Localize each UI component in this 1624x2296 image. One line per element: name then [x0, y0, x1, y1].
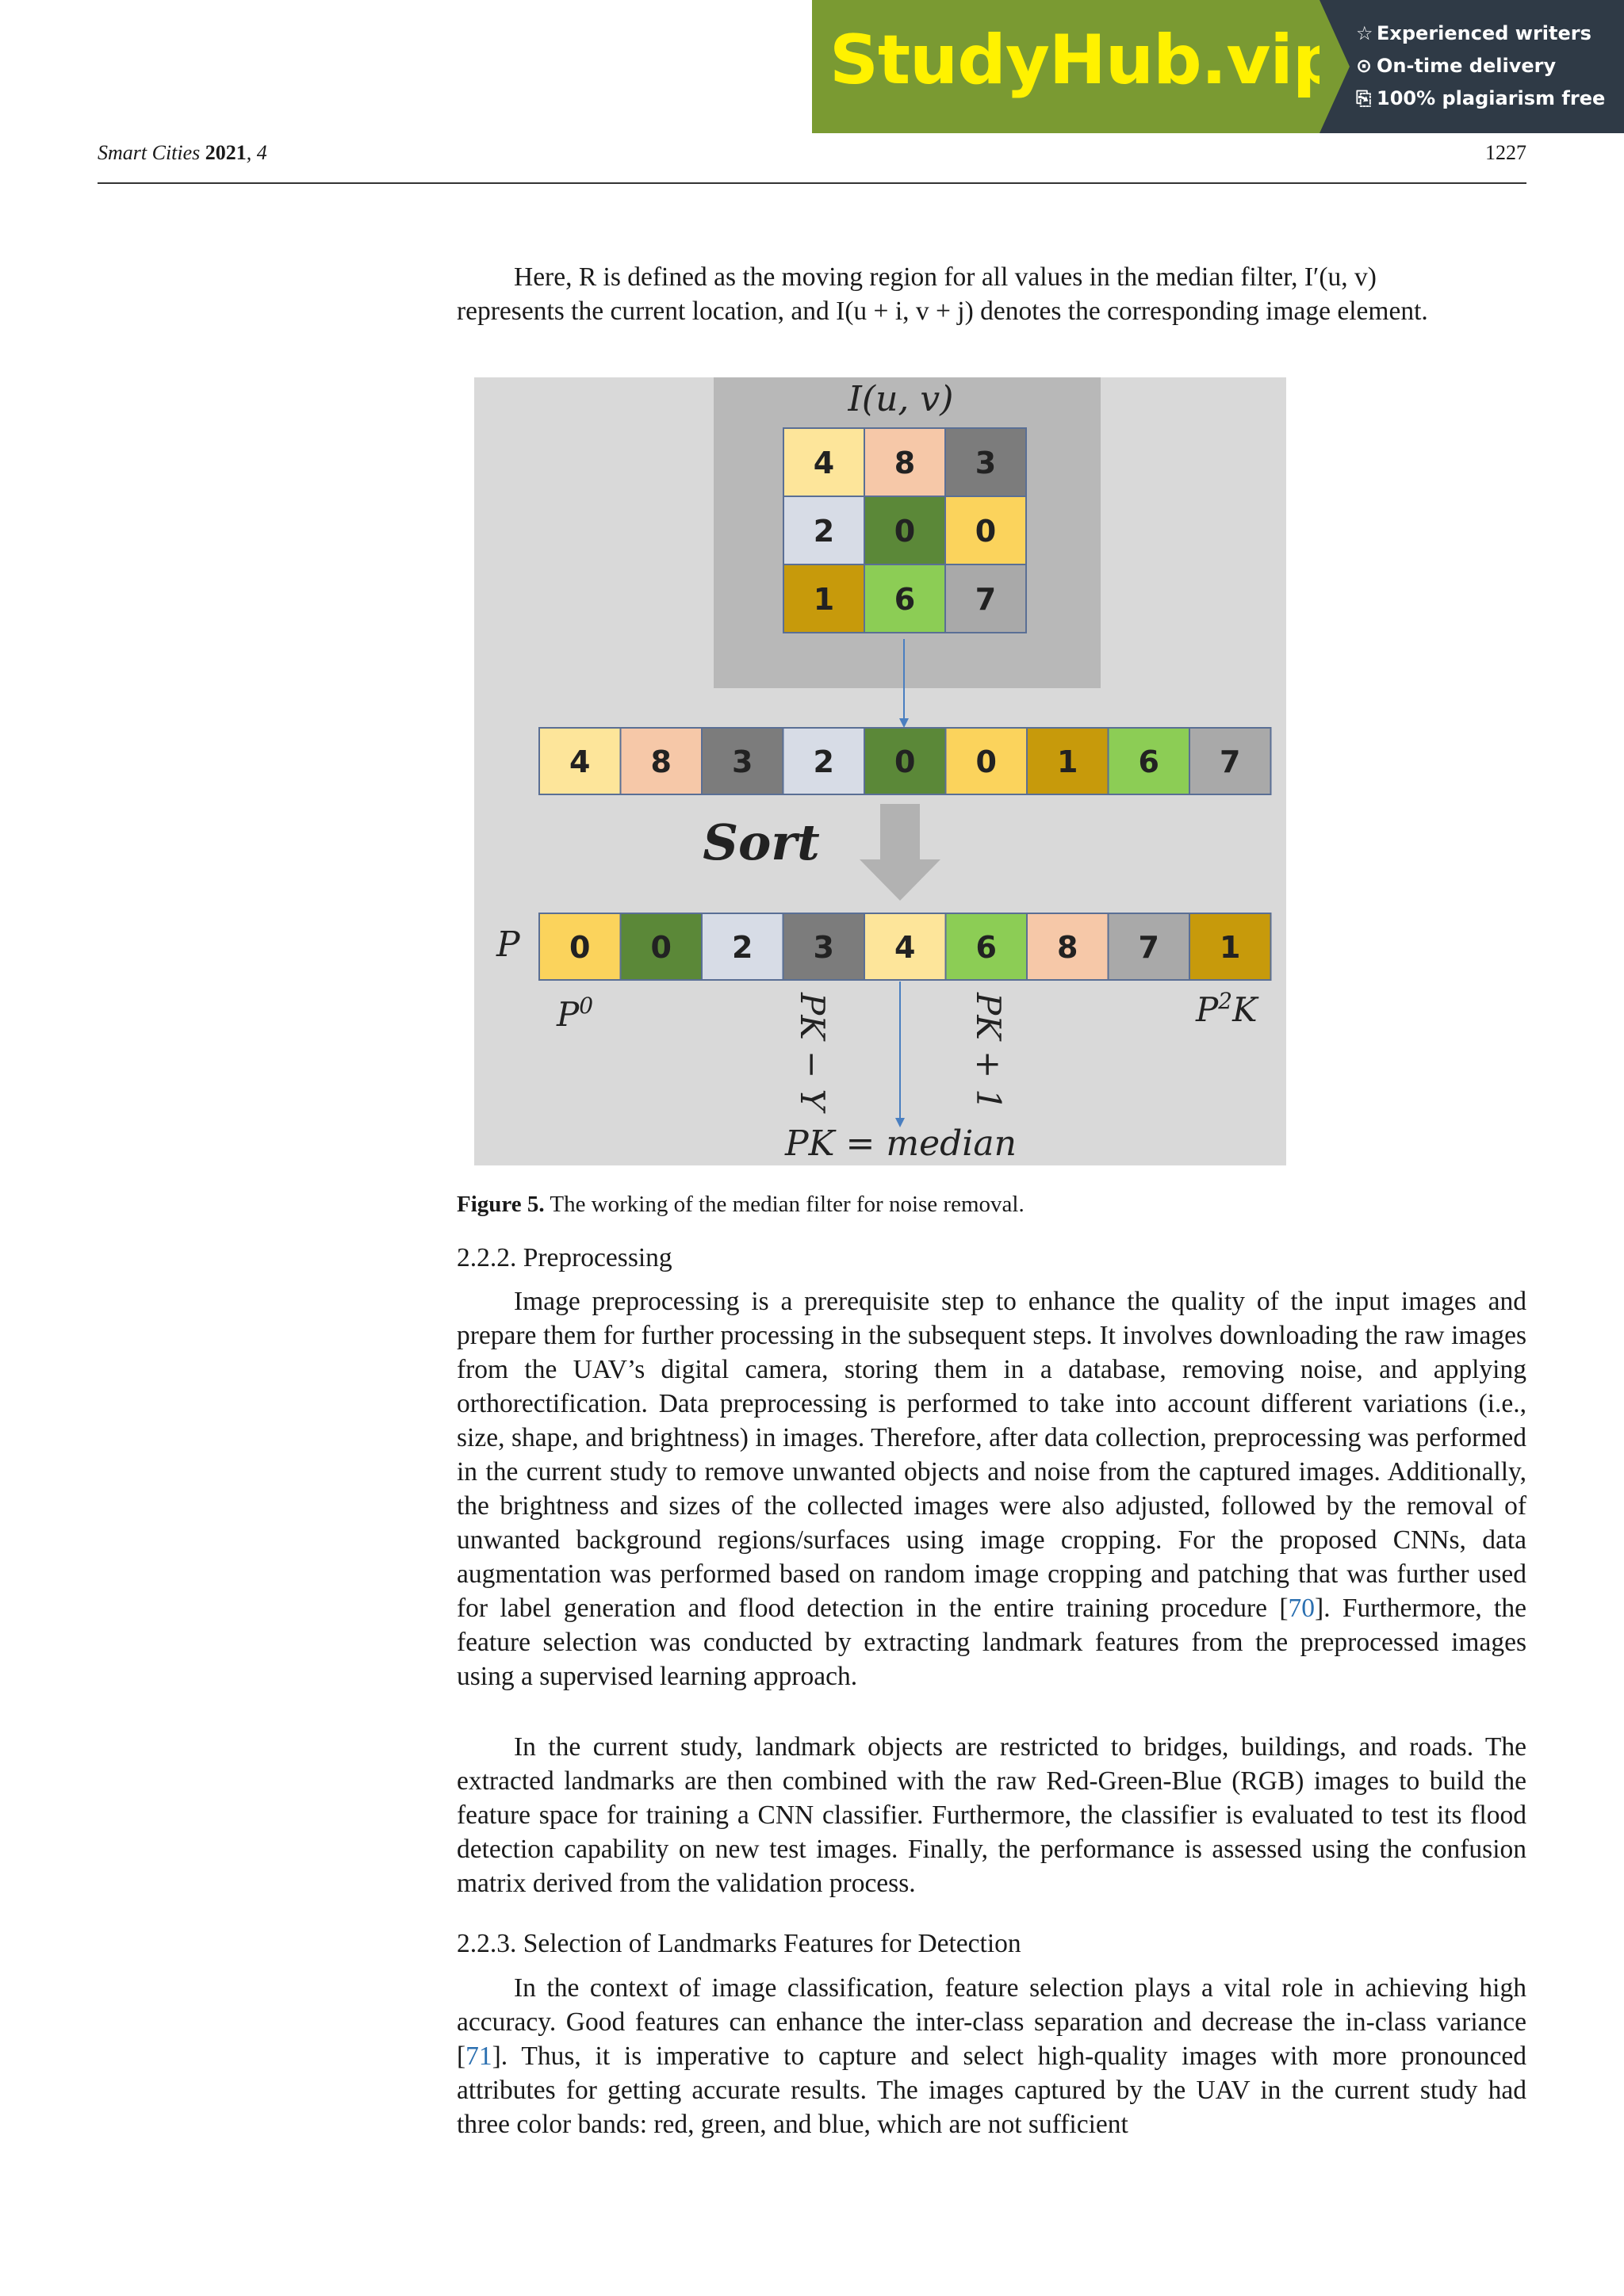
figure-caption — [457, 1192, 1025, 1218]
running-header — [98, 141, 267, 165]
cell-value: 1 — [1220, 930, 1241, 965]
p-label: P — [496, 924, 520, 965]
cell-value: 0 — [650, 930, 672, 965]
cell-value: 8 — [650, 744, 672, 779]
caption-label: Figure 5. — [457, 1192, 545, 1217]
cell-value: 7 — [1138, 930, 1159, 965]
preprocessing-paragraph-1: Image preprocessing is a prerequisite step to enhance the quality of the input images and prepare them for further processing in the subsequent steps. It involves downloading the raw images from the UAV’s digital camera, storing them in a database, removing noise, and applying orthorectification. Data preprocessing is performed to take into account different variations (i.e., size, shape, and brightness) in images. Therefore, after data collection, preprocessing was performed in the current study to remove unwanted objects and noise from the captured images. Additionally, the brightness and sizes of the collected images were also adjusted, followed by the removal of unwanted background regions/surfaces using image cropping. For the proposed CNNs, data augmentation was performed based on random image cropping and patching that was further used for label generation and flood detection in the entire training procedure [70]. Furthermore, the feature selection was conducted by extracting landmark features from the preprocessed images using a supervised learning approach. — [457, 1287, 1526, 1691]
window-label: I(u, v) — [848, 379, 954, 419]
median-label: PK = median — [785, 1123, 1017, 1164]
journal-volume: , 4 — [246, 141, 267, 164]
reference-link[interactable]: 71 — [465, 2042, 492, 2071]
journal-year: 2021 — [205, 141, 247, 164]
banner-feature — [1356, 50, 1605, 82]
ad-banner[interactable] — [812, 0, 1624, 133]
landmark-paragraph-1: In the context of image classification, feature selection plays a vital role in achieving high accuracy. Good features can enhance the inter-class separation and decrease the in-class variance [71]. Thus, it is imperative to capture and select high-quality images with more pronounced attributes for getting accurate results. The images captured by the UAV in the current study had three color bands: red, green, and blue, which are not sufficient — [457, 1973, 1526, 2139]
feature-label: On-time delivery — [1377, 55, 1557, 77]
p0-label: $P^0$ — [557, 993, 594, 1034]
cell-value: 2 — [813, 514, 835, 549]
banner-feature — [1356, 82, 1605, 115]
cell-value: 1 — [1057, 744, 1078, 779]
cell-value: 6 — [975, 930, 997, 965]
cell-value: 0 — [975, 514, 997, 549]
feature-label: Experienced writers — [1377, 22, 1591, 44]
window-grid — [783, 428, 1026, 633]
cell-value: 0 — [894, 744, 916, 779]
sort-label: Sort — [703, 813, 820, 871]
cell-value: 2 — [813, 744, 834, 779]
reference-link[interactable]: 70 — [1288, 1594, 1316, 1623]
section-heading-landmark-selection: 2.2.3. Selection of Landmarks Features for Detection — [457, 1929, 1021, 1958]
cell-value: 1 — [813, 582, 835, 617]
banner-feature — [1356, 17, 1605, 50]
pk-minus-y-label: PK − Y — [793, 993, 832, 1112]
caption-text: The working of the median filter for noise removal. — [544, 1192, 1025, 1217]
journal-name: Smart Cities — [98, 141, 201, 164]
studyhub-logo[interactable]: StudyHub.vip — [829, 21, 1341, 100]
preprocessing-paragraph-2: In the current study, landmark objects are restricted to bridges, buildings, and roads. The extracted landmarks are then combined with the raw Red-Green-Blue (RGB) images to build the feature space for training a CNN classifier. Furthermore, the classifier is evaluated to test its flood detection capability on new test images. Finally, the performance is assessed using the confusion matrix derived from the validation process. — [457, 1732, 1526, 1898]
cell-value: 4 — [569, 744, 591, 779]
flattened-row — [539, 728, 1271, 794]
cell-value: 4 — [813, 446, 835, 480]
cell-value: 3 — [732, 744, 753, 779]
p2k-suffix: K — [1232, 990, 1258, 1029]
cell-value: 8 — [894, 446, 916, 480]
cell-value: 0 — [569, 930, 591, 965]
p2k-superscript: 2 — [1218, 988, 1233, 1014]
cell-value: 8 — [1057, 930, 1078, 965]
cell-value: 6 — [894, 582, 916, 617]
cell-value: 4 — [894, 930, 916, 965]
clock-icon: ⊙ — [1356, 55, 1373, 77]
cell-value: 3 — [975, 446, 997, 480]
banner-feature-list — [1356, 17, 1605, 115]
sorted-row — [539, 913, 1271, 980]
intro-line-2: represents the current location, and I(u + i, v + j) denotes the corresponding image element. — [457, 297, 1428, 326]
intro-paragraph — [457, 260, 1526, 328]
logo-background — [812, 0, 1341, 133]
document-icon: ⎘ — [1356, 87, 1372, 109]
cell-value: 2 — [732, 930, 753, 965]
star-icon: ☆ — [1356, 22, 1373, 44]
header-rule — [98, 182, 1526, 184]
median-filter-figure — [474, 377, 1286, 1165]
cell-value: 3 — [813, 930, 834, 965]
cell-value: 6 — [1138, 744, 1159, 779]
section-heading-preprocessing: 2.2.2. Preprocessing — [457, 1243, 672, 1272]
feature-label: 100% plagiarism free — [1377, 87, 1606, 109]
page-number: 1227 — [1485, 141, 1526, 164]
cell-value: 7 — [975, 582, 997, 617]
p2k-label: $P^2K$ — [1195, 988, 1259, 1029]
p0-superscript: 0 — [579, 993, 594, 1019]
cell-value: 7 — [1220, 744, 1241, 779]
intro-line-1: Here, R is defined as the moving region for all values in the median filter, I′(u, v) — [514, 262, 1377, 292]
cell-value: 0 — [894, 514, 916, 549]
cell-value: 0 — [975, 744, 997, 779]
pk-plus-1-label: PK + 1 — [969, 993, 1008, 1111]
banner-arrow — [1320, 0, 1350, 133]
